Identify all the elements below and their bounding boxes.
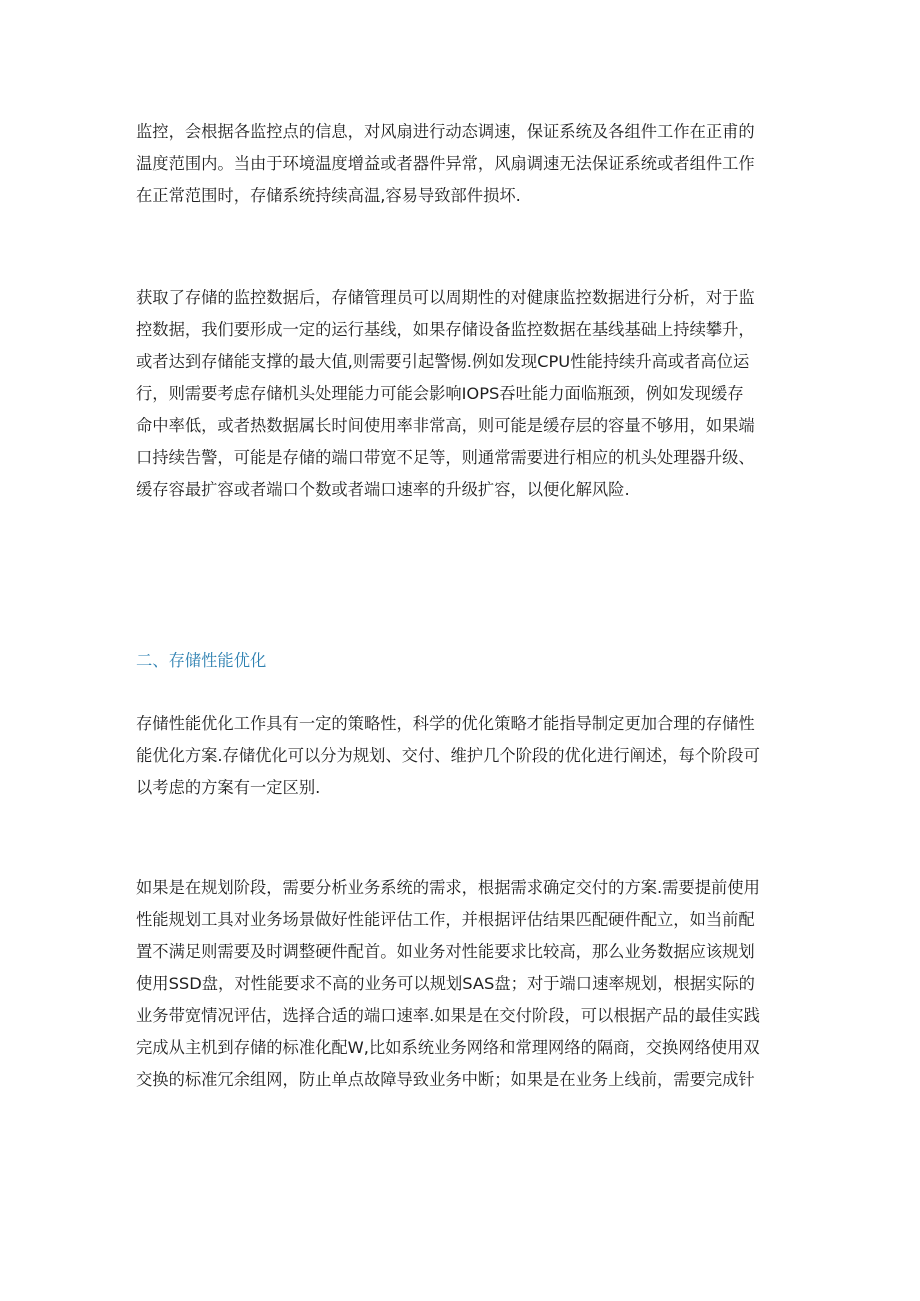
text-line: 或者达到存储能支撑的最大值,则需要引起警惕.例如发现CPU性能持续升高或者高位运 [136, 352, 750, 371]
paragraph-planning-delivery [136, 872, 784, 1096]
text-line: 以考虑的方案有一定区别. [136, 778, 321, 797]
text-line: 如果是在规划阶段，需要分析业务系统的需求，根据需求确定交付的方案.需要提前使用 [136, 878, 760, 897]
text-line: 使用SSD盘，对性能要求不高的业务可以规划SAS盘；对于端口速率规划，根据实际的 [136, 974, 755, 993]
paragraph-optimization-strategy [136, 708, 784, 804]
text-line: 能优化方案.存储优化可以分为规划、交付、维护几个阶段的优化进行阐述，每个阶段可 [136, 746, 760, 765]
text-line: 交换的标准冗余组网，防止单点故障导致业务中断；如果是在业务上线前，需要完成针 [136, 1070, 755, 1089]
text-line: 存储性能优化工作具有一定的策略性，科学的优化策略才能指导制定更加合理的存储性 [136, 714, 755, 733]
text-line: 行，则需要考虑存储机头处理能力可能会影响IOPS吞吐能力面临瓶颈，例如发现缓存 [136, 384, 744, 403]
text-line: 监控，会根据各监控点的信息，对风扇进行动态调速，保证系统及各组件工作在正甫的 [136, 122, 755, 141]
text-line: 完成从主机到存储的标准化配W,比如系统业务网络和常理网络的隔商，交换网络使用双 [136, 1038, 760, 1057]
text-line: 温度范围内。当由于环境温度增益或者器件异常，风扇调速无法保证系统或者组件工作 [136, 154, 755, 173]
text-line: 业务带宽情况评估，选择合适的端口速率.如果是在交付阶段，可以根据产品的最佳实践 [136, 1006, 760, 1025]
paragraph-monitoring-analysis [136, 282, 784, 506]
text-line: 控数据，我们要形成一定的运行基线，如果存储设备监控数据在基线基础上持续攀升， [136, 320, 755, 339]
text-line: 口持续告警，可能是存储的端口带宽不足等，则通常需要进行相应的机头处理器升级、 [136, 448, 755, 467]
text-line: 在正常范围时，存储系统持续高温,容易导致部件损坏. [136, 186, 521, 205]
text-line: 获取了存储的监控数据后，存储管理员可以周期性的对健康监控数据进行分析，对于监 [136, 288, 755, 307]
paragraph-cooling-monitoring [136, 116, 784, 212]
text-line: 命中率低，或者热数据属长时间使用率非常高，则可能是缓存层的容量不够用，如果端 [136, 416, 755, 435]
text-line: 缓存容最扩容或者端口个数或者端口速率的升级扩容，以便化解风险. [136, 480, 630, 499]
section-heading: 二、存储性能优化 [136, 651, 267, 670]
text-line: 置不满足则需要及时调整硬件配首。如业务对性能要求比较高，那么业务数据应该规划 [136, 942, 755, 961]
text-line: 性能规划工具对业务场景做好性能评估工作，并根据评估结果匹配硬件配立，如当前配 [136, 910, 755, 929]
